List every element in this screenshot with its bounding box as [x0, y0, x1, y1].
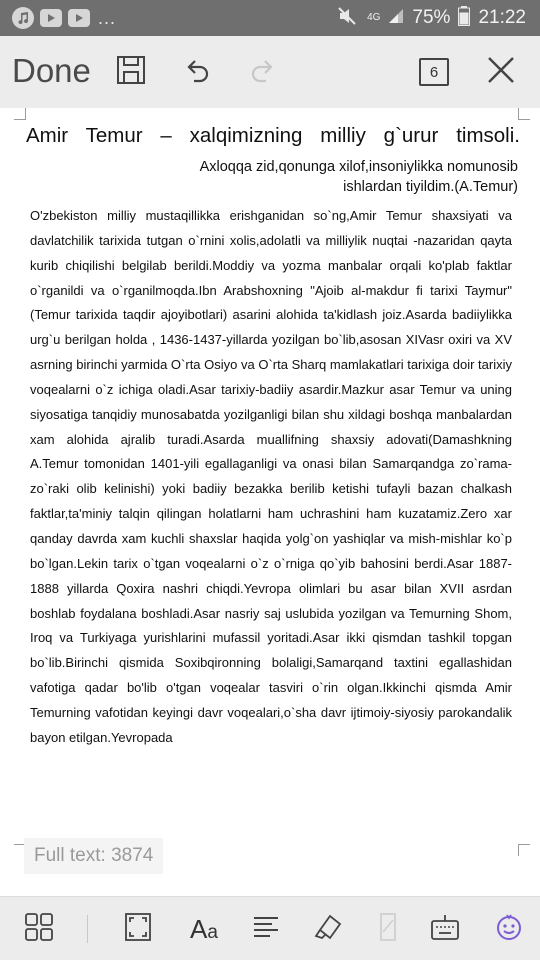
margin-marker: [14, 108, 26, 120]
close-button[interactable]: [483, 54, 519, 90]
page-count-icon[interactable]: 6: [419, 58, 449, 86]
margin-marker: [518, 108, 530, 120]
highlighter-icon: [314, 912, 344, 947]
music-icon: [12, 7, 34, 29]
battery-percent: 75%: [412, 7, 451, 28]
close-icon: [486, 55, 516, 90]
highlighter-button[interactable]: [311, 911, 347, 947]
document-body: O'zbekiston milliy mustaqillikka erishganidan so`ng,Amir Temur shaxsiyati va davlatchilik tarixida tutgan o`rnini xolis,adolatli va milliylik nuqtai -nazaridan qayta kurib chiqilishi belgilab berildi.Moddiy va yozma manbalar orqali ko'plab faktlar o`rganildi va o`rganilmoqda.Ibn Arabshoxning "Ajoib al-makdur fi tarixi Taymur"(Temur tarixida taqdir ajoyibotlari) asarini alohida ta'kidlash joiz.Asarda badiiylikka urg`u berilgan holda , 1436-1437-yillarda yozilgan bo`lib,asosan XIVasr oxiri va XV asrning birinchi yarmida O`rta Osiyo va O`rta Sharq mamlakatlari tarixiga doir tarixiy voqealarni o`z ichiga oladi.Asar tarixiy-badiiy asardir.Mazkur asar Temur va uning siyosatiga tanqidiy munosabatda yozilganligi bilan shu xildagi boshqa manbalardan xam alohida ajralib turadi.Asarda muallifning shaxsiy adovati(Damashkning A.Temur tomonidan 1401-yili egallaganligi va onasi bilan Samarqandga zo`rama-zo`raki olib kelinishi) yoki badiiy bezakka berilib ketishi tufayli bazan chalkash faktlar,ta'miniy talqin qilingan holatlarni ham uchrashini ham kuzatamiz.Zero xar qanday davrda xam kuchli shaxslar haqida yolg`on yashiqlar va mish-mishlar ko`p bo`lgan.Lekin tarix o`tgan voqealarni o`z o`rniga qo`yib bahosini berdi.Asar 1887-1888 yillarda Qoxira nashri chiqdi.Yevropa olimlari bu asar bilan XVII asrdan boshlab foydalana boshladi.Asar nasriy saj uslubida yozilgan va Temurning Shom, Iroq va Turkiyaga yurishlarini mufassil yoritadi.Asar ikki qismdan tashkil topgan bo`lib.Birinchi qismida Soxibqironning bolaligi,Samarqand taxtini egallashidan vafotiga qadar bo'lib o'tgan voqealar tasviri o`rin olgan.Ikkinchi qismda Amir Temurning vafotidan keyingi davr voqealari,o`sha davr ijtimoiy-siyosiy parokandalik bayon etilgan.Yevropada: [30, 208, 512, 745]
document-page[interactable]: [0, 108, 540, 888]
dim-button[interactable]: [370, 911, 406, 947]
status-left: [12, 7, 116, 29]
youtube-icon: [40, 9, 62, 27]
fullscreen-button[interactable]: [120, 911, 156, 947]
emoji-button[interactable]: [491, 911, 527, 947]
full-text-counter[interactable]: Full text: 3874: [24, 838, 163, 874]
grid-view-icon: [24, 912, 54, 947]
done-button[interactable]: Done: [12, 52, 91, 89]
save-button[interactable]: [113, 54, 149, 90]
video-icon: [68, 9, 90, 27]
more-notifications: ...: [98, 7, 117, 28]
signal-icon: [388, 8, 404, 29]
font-glyph-big: A: [190, 913, 208, 944]
grid-view-button[interactable]: [21, 911, 57, 947]
mute-icon: [337, 6, 359, 31]
fullscreen-icon: [124, 912, 152, 947]
align-button[interactable]: [248, 911, 284, 947]
emoji-icon: [494, 912, 524, 947]
epigraph: Axloqqa zid,qonunga xilof,insoniylikka nomunosib ishlardan tiyildim.(A.Temur): [199, 159, 518, 195]
status-right: [337, 0, 526, 36]
clock: 21:22: [478, 7, 526, 28]
dim-icon: [379, 912, 397, 947]
redo-icon: [248, 55, 278, 90]
keyboard-icon: [430, 913, 460, 946]
align-icon: [252, 914, 280, 945]
undo-icon: [182, 55, 212, 90]
divider: [87, 915, 88, 943]
font-icon: [190, 914, 218, 945]
keyboard-button[interactable]: [427, 911, 463, 947]
status-bar: [0, 0, 540, 36]
editor-toolbar: [0, 36, 540, 108]
network-type: 4G: [367, 12, 381, 23]
redo-button[interactable]: [245, 54, 281, 90]
bottom-toolbar: [0, 896, 540, 960]
margin-marker: [518, 844, 530, 856]
document-title: Amir Temur – xalqimizning milliy g`urur timsoli.: [26, 124, 520, 147]
undo-button[interactable]: [179, 54, 215, 90]
battery-icon: [458, 6, 470, 31]
font-button[interactable]: [184, 911, 224, 947]
font-glyph-small: a: [207, 921, 218, 943]
save-icon: [116, 55, 146, 90]
